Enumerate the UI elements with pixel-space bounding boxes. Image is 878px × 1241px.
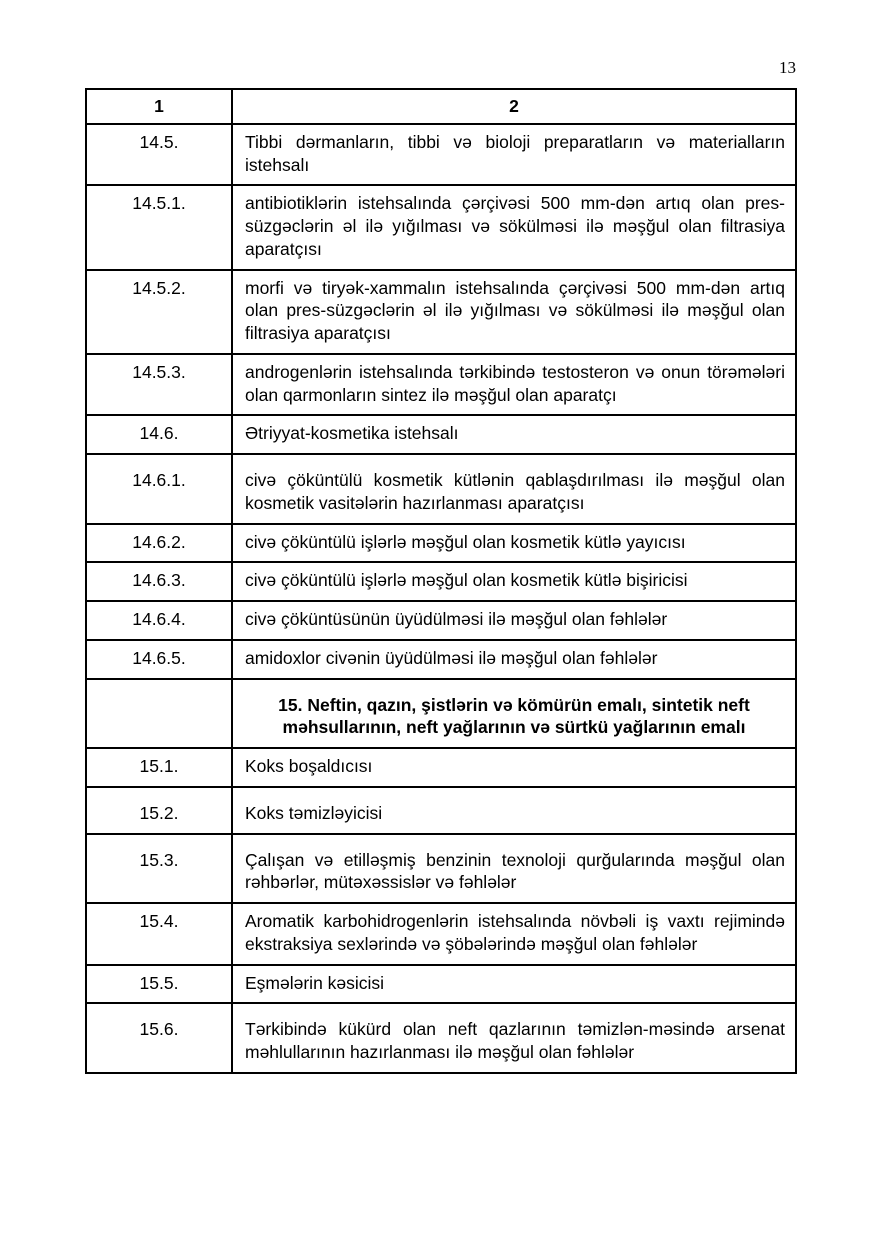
- table-row: [86, 124, 796, 186]
- table-row: [86, 524, 796, 563]
- row-code: 15.4.: [86, 903, 232, 965]
- table-row: [86, 965, 796, 1004]
- table-body: [86, 124, 796, 1073]
- table-row: [86, 748, 796, 787]
- table-row: [86, 787, 796, 834]
- row-code: 14.5.1.: [86, 185, 232, 269]
- table-row: [86, 834, 796, 904]
- table-row: [86, 185, 796, 269]
- row-description: amidoxlor civənin üyüdülməsi ilə məşğul olan fəhlələr: [232, 640, 796, 679]
- row-description: civə çöküntülü kosmetik kütlənin qablaşdırılması ilə məşğul olan kosmetik vasitələrin hazırlanması aparatçısı: [232, 454, 796, 524]
- occupations-table: [85, 88, 797, 1074]
- row-description: civə çöküntülü işlərlə məşğul olan kosmetik kütlə bişiricisi: [232, 562, 796, 601]
- row-description: androgenlərin istehsalında tərkibində testosteron və onun törəmələri olan qarmonların sintez ilə məşğul olan aparatçı: [232, 354, 796, 416]
- row-code: 14.6.: [86, 415, 232, 454]
- section-title: 15. Neftin, qazın, şistlərin və kömürün emalı, sintetik neft məhsullarının, neft yağlarının və sürtkü yağlarının emalı: [232, 679, 796, 749]
- table-row: [86, 354, 796, 416]
- row-code: 15.5.: [86, 965, 232, 1004]
- row-description: Eşmələrin kəsicisi: [232, 965, 796, 1004]
- row-code: 15.6.: [86, 1003, 232, 1073]
- table-row: [86, 640, 796, 679]
- column-header-code: 1: [86, 89, 232, 124]
- row-description: Aromatik karbohidrogenlərin istehsalında növbəli iş vaxtı rejimində ekstraksiya sexlərində və şöbələrində məşğul olan fəhlələr: [232, 903, 796, 965]
- table-row: [86, 454, 796, 524]
- row-code: 14.6.2.: [86, 524, 232, 563]
- row-code: 15.3.: [86, 834, 232, 904]
- table-header-row: [86, 89, 796, 124]
- row-code: 14.6.4.: [86, 601, 232, 640]
- row-code: [86, 679, 232, 749]
- row-description: antibiotiklərin istehsalında çərçivəsi 500 mm-dən artıq olan pres-süzgəclərin əl ilə yığılması və sökülməsi ilə məşğul olan filtrasiya aparatçısı: [232, 185, 796, 269]
- row-description: Koks boşaldıcısı: [232, 748, 796, 787]
- table-header: [86, 89, 796, 124]
- row-description: Tərkibində kükürd olan neft qazlarının təmizlən-məsində arsenat məhlullarının hazırlanması ilə məşğul olan fəhlələr: [232, 1003, 796, 1073]
- row-description: civə çöküntülü işlərlə məşğul olan kosmetik kütlə yayıcısı: [232, 524, 796, 563]
- row-description: Çalışan və etilləşmiş benzinin texnoloji qurğularında məşğul olan rəhbərlər, mütəxəssislər və fəhlələr: [232, 834, 796, 904]
- row-code: 15.2.: [86, 787, 232, 834]
- row-description: morfi və tiryək-xammalın istehsalında çərçivəsi 500 mm-dən artıq olan pres-süzgəclərin əl ilə yığılması və sökülməsi ilə məşğul olan filtrasiya aparatçısı: [232, 270, 796, 354]
- table-row: [86, 1003, 796, 1073]
- table-row: [86, 270, 796, 354]
- page-number: 13: [779, 58, 796, 77]
- row-code: 14.6.5.: [86, 640, 232, 679]
- table-row: [86, 903, 796, 965]
- row-code: 14.5.: [86, 124, 232, 186]
- row-code: 14.6.1.: [86, 454, 232, 524]
- row-description: Tibbi dərmanların, tibbi və bioloji preparatların və materialların istehsalı: [232, 124, 796, 186]
- column-header-description: 2: [232, 89, 796, 124]
- row-description: Ətriyyat-kosmetika istehsalı: [232, 415, 796, 454]
- section-header-row: [86, 679, 796, 749]
- row-code: 14.5.2.: [86, 270, 232, 354]
- table-row: [86, 601, 796, 640]
- row-code: 15.1.: [86, 748, 232, 787]
- table-row: [86, 562, 796, 601]
- row-code: 14.5.3.: [86, 354, 232, 416]
- table-row: [86, 415, 796, 454]
- row-code: 14.6.3.: [86, 562, 232, 601]
- row-description: Koks təmizləyicisi: [232, 787, 796, 834]
- row-description: civə çöküntüsünün üyüdülməsi ilə məşğul olan fəhlələr: [232, 601, 796, 640]
